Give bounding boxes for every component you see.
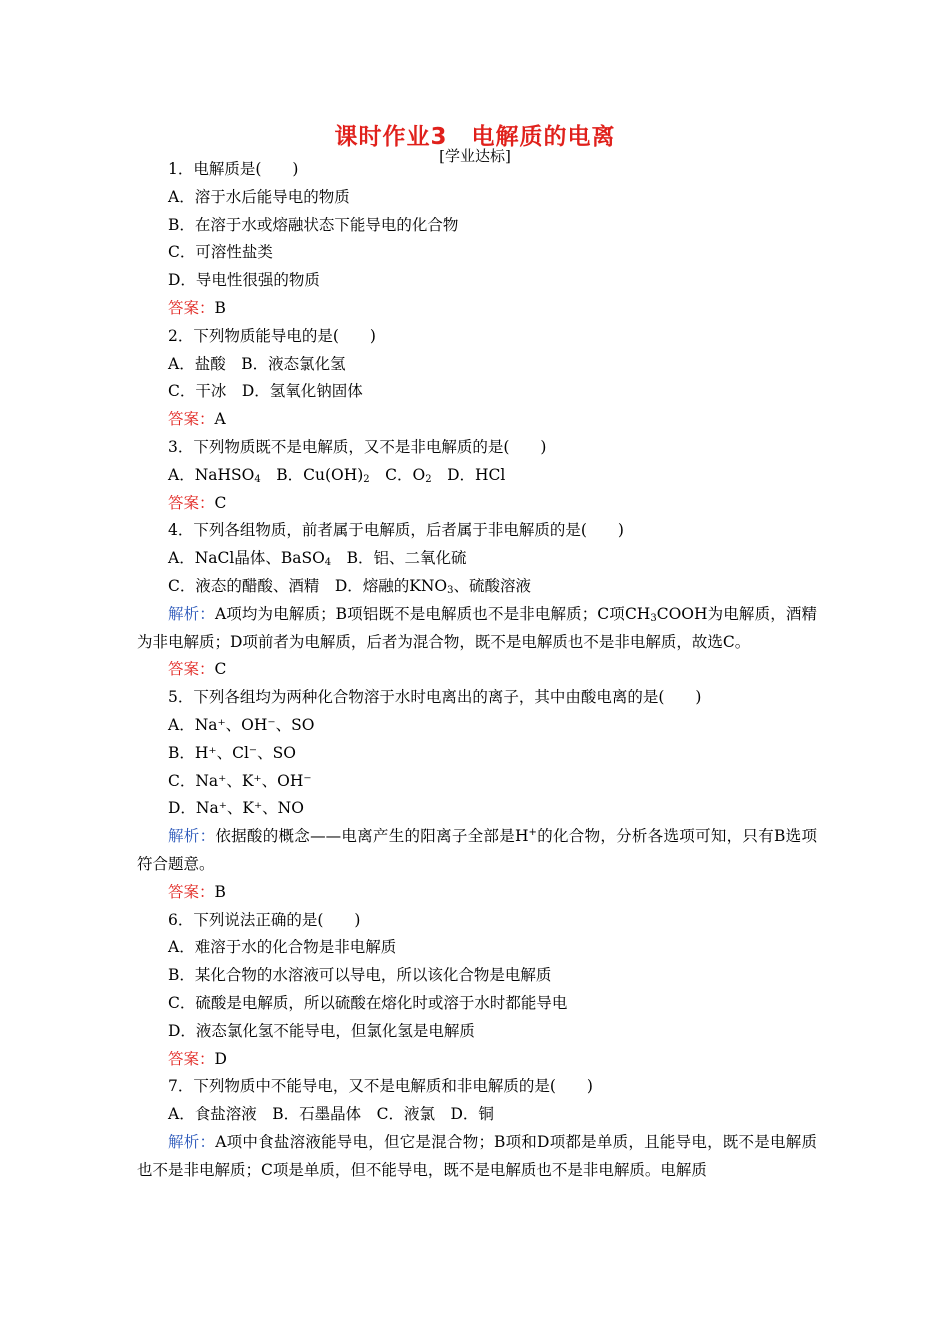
q6-answer — [137, 1046, 817, 1074]
q7-explanation: 解析：A项中食盐溶液能导电，但它是混合物；B项和D项都是单质，且能导电，既不是电解质也不是非电解质；C项是单质，但不能导电，既不是电解质也不是非电解质。电解质 — [137, 1132, 817, 1179]
q1-option-c: C．可溶性盐类 — [168, 243, 273, 262]
q2-options-ab: A．盐酸 B．液态氯化氢 — [168, 354, 346, 373]
q1-option-b: B．在溶于水或熔融状态下能导电的化合物 — [168, 215, 459, 234]
q3-answer — [137, 490, 817, 518]
answer-value: B — [214, 298, 226, 317]
q6-option-a: A．难溶于水的化合物是非电解质 — [168, 938, 397, 957]
q5-option-a: A．Na⁺、OH⁻、SO — [168, 715, 315, 734]
q6-stem: 6．下列说法正确的是( ) — [168, 910, 361, 929]
q6-option-b: B．某化合物的水溶液可以导电，所以该化合物是电解质 — [168, 966, 552, 985]
q4-options-ab: A．NaCl晶体、BaSO$_4$ B．铝、二氧化硫 — [168, 549, 467, 569]
explanation-label: 解析： — [168, 827, 216, 846]
q2-options-cd: C．干冰 D．氢氧化钠固体 — [168, 382, 363, 401]
q6-option-d: D．液态氯化氢不能导电，但氯化氢是电解质 — [168, 1021, 475, 1040]
answer-value: C — [214, 493, 227, 512]
q5-explanation: 解析：依据酸的概念——电离产生的阳离子全部是H+的化合物，分析各选项可知，只有B选项符合题意。 — [137, 827, 817, 873]
q7-options: A．食盐溶液 B．石墨晶体 C．液氯 D．铜 — [168, 1105, 494, 1124]
answer-label: 答案： — [168, 410, 215, 429]
answer-label: 答案： — [168, 493, 215, 512]
q5-answer — [137, 879, 817, 907]
q1-answer — [137, 295, 817, 323]
answer-label: 答案： — [168, 298, 215, 317]
q2-stem: 2．下列物质能导电的是( ) — [168, 326, 376, 345]
q6-option-c: C．硫酸是电解质，所以硫酸在熔化时或溶于水时都能导电 — [168, 993, 568, 1012]
page-title: 课时作业3 电解质的电离 — [334, 124, 616, 150]
q3-options: A．NaHSO$_4$ B．$Cu(OH)_2$ C．$O_2$ D．HCl — [168, 465, 506, 485]
answer-value: C — [214, 660, 227, 679]
q3-stem: 3．下列物质既不是电解质，又不是非电解质的是( ) — [168, 437, 547, 456]
answer-value: B — [214, 882, 226, 901]
answer-value: A — [214, 410, 226, 429]
answer-label: 答案： — [168, 1049, 215, 1068]
q5-stem: 5．下列各组均为两种化合物溶于水时电离出的离子，其中由酸电离的是( ) — [168, 688, 702, 707]
q4-explanation: 解析：A项均为电解质；B项铝既不是电解质也不是非电解质；C项$CH_3COOH$为电解质，酒精为非电解质；D项前者为电解质，后者为混合物，既不是电解质也不是非电解质，故选C。 — [137, 604, 817, 651]
q7-stem: 7．下列物质中不能导电，又不是电解质和非电解质的是( ) — [168, 1077, 593, 1096]
q5-option-c: C．Na⁺、K⁺、OH⁻ — [168, 771, 312, 790]
document-body — [137, 156, 817, 1184]
q4-answer — [137, 656, 817, 684]
explanation-label: 解析： — [168, 1132, 216, 1151]
q1-option-a: A．溶于水后能导电的物质 — [168, 187, 350, 206]
q4-options-cd: C．液态的醋酸、酒精 D．熔融的$KNO_3$、硫酸溶液 — [168, 576, 532, 596]
answer-value: D — [214, 1049, 227, 1068]
q5-option-d: D．Na⁺、K⁺、NO — [168, 799, 304, 818]
q5-option-b: B．H⁺、Cl⁻、SO — [168, 743, 296, 762]
q2-answer — [137, 406, 817, 434]
section-heading: [学业达标] — [439, 147, 511, 165]
q4-stem: 4．下列各组物质，前者属于电解质，后者属于非电解质的是( ) — [168, 521, 624, 540]
answer-label: 答案： — [168, 660, 215, 679]
explanation-label: 解析： — [168, 604, 215, 623]
q1-option-d: D．导电性很强的物质 — [168, 271, 320, 290]
q1-stem: 1．电解质是( ) — [168, 160, 299, 178]
answer-label: 答案： — [168, 882, 215, 901]
